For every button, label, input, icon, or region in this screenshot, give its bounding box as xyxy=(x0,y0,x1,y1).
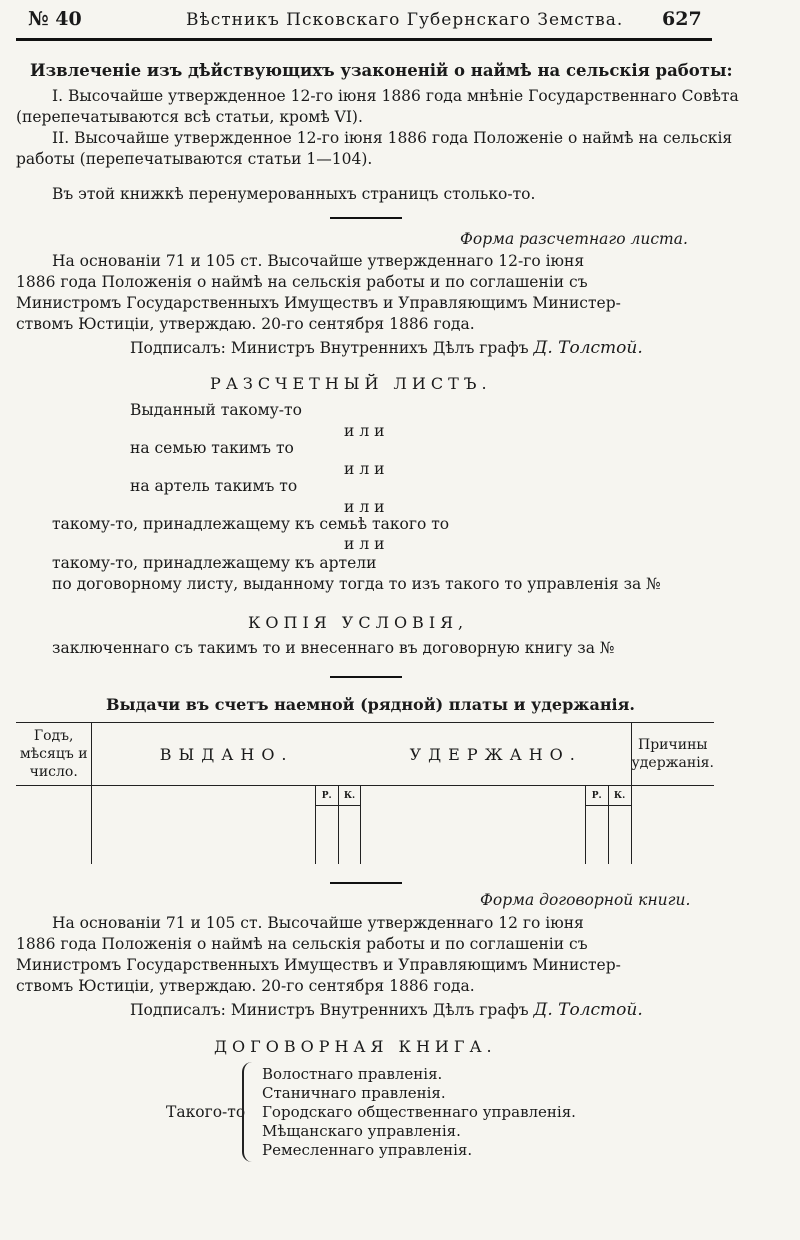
issue-number: № 40 xyxy=(28,8,82,30)
book-title: ДОГОВОРНАЯ КНИГА. xyxy=(214,1037,497,1056)
form1-line-4: ствомъ Юстиціи, утверждаю. 20-го сентября 1886 года. xyxy=(16,315,475,333)
sheet-or-4: или xyxy=(344,535,390,553)
sheet-line-6: по договорному листу, выданному тогда то изъ такого то управленія за № xyxy=(52,575,661,593)
book-option-3: Городскаго общественнаго управленія. xyxy=(262,1103,576,1121)
copy-title: КОПІЯ УСЛОВІЯ, xyxy=(248,613,469,632)
ledger-unit-row xyxy=(16,786,714,806)
col-date-l2: мѣсяцъ и xyxy=(19,746,88,762)
form1-signer: Д. Толстой. xyxy=(533,338,643,358)
form1-line-3: Министромъ Государственныхъ Имуществъ и Управляющимъ Министер- xyxy=(16,294,621,312)
ledger-header-row xyxy=(16,723,714,786)
book-prefix: Такого-то xyxy=(166,1103,246,1121)
col-issued-header: ВЫДАНО. xyxy=(92,723,361,786)
col-reasons-header xyxy=(631,723,714,786)
form1-line-1: На основаніи 71 и 105 ст. Высочайше утвержденнаго 12-го іюня xyxy=(52,252,585,270)
col-date-l1: Годъ, xyxy=(33,728,74,744)
form2-signed-text: Подписалъ: Министръ Внутреннихъ Дѣлъ графъ xyxy=(130,1001,529,1019)
form2-line-2: 1886 года Положенія о наймѣ на сельскія работы и по соглашеніи съ xyxy=(16,935,588,953)
form1-line-2: 1886 года Положенія о наймѣ на сельскія работы и по соглашеніи съ xyxy=(16,273,588,291)
book-option-1: Волостнаго правленія. xyxy=(262,1065,443,1083)
ledger-title: Выдачи въ счетъ наемной (рядной) платы и удержанія. xyxy=(106,695,635,714)
col-date-l3: число. xyxy=(29,764,78,780)
col-date-header xyxy=(16,723,92,786)
cell-withheld-kop xyxy=(608,806,631,864)
cell-date xyxy=(16,806,92,864)
cell-withheld-rub xyxy=(585,806,608,864)
col-reasons-l2: удержанія. xyxy=(631,755,714,771)
copy-line: заключеннаго съ такимъ то и внесеннаго въ договорную книгу за № xyxy=(52,639,615,657)
form2-line-1: На основаніи 71 и 105 ст. Высочайше утвержденнаго 12 го іюня xyxy=(52,914,584,932)
form2-line-4: ствомъ Юстиціи, утверждаю. 20-го сентября 1886 года. xyxy=(16,977,475,995)
pages-note: Въ этой книжкѣ перенумерованныхъ страницъ столько-то. xyxy=(52,185,536,203)
cell-reasons xyxy=(631,806,714,864)
col-reasons-l1: Причины xyxy=(637,737,708,753)
form2-signed xyxy=(130,1000,643,1021)
item-1-line-1: I. Высочайше утвержденное 12-го іюня 1886 года мнѣніе Государственнаго Совѣта xyxy=(52,87,739,105)
book-option-5: Ремесленнаго управленія. xyxy=(262,1141,473,1159)
sheet-line-5: такому-то, принадлежащему къ артели xyxy=(52,554,377,572)
sheet-title: РАЗСЧЕТНЫЙ ЛИСТЪ. xyxy=(210,374,492,393)
book-option-4: Мѣщанскаго управленія. xyxy=(262,1122,461,1140)
cell-issued-rub xyxy=(315,806,338,864)
journal-title: Вѣстникъ Псковскаго Губернскаго Земства. xyxy=(186,10,624,30)
sheet-or-1: или xyxy=(344,422,390,440)
cell-issued xyxy=(92,806,315,864)
separator xyxy=(330,882,402,884)
issued-kop-label: К. xyxy=(338,786,361,806)
section-heading: Извлеченіе изъ дѣйствующихъ узаконеній о наймѣ на сельскія работы: xyxy=(30,61,733,80)
cell-date-units xyxy=(16,786,92,806)
ledger-table xyxy=(16,722,714,864)
form1-signed xyxy=(130,338,643,359)
page-number: 627 xyxy=(662,8,702,30)
form2-line-3: Министромъ Государственныхъ Имуществъ и Управляющимъ Министер- xyxy=(16,956,621,974)
issued-rub-label: Р. xyxy=(315,786,338,806)
withheld-rub-label: Р. xyxy=(585,786,608,806)
cell-withheld xyxy=(361,806,585,864)
sheet-line-3: на артель такимъ то xyxy=(130,477,298,495)
sheet-or-2: или xyxy=(344,460,390,478)
item-1-line-2: (перепечатываются всѣ статьи, кромѣ VI). xyxy=(16,108,363,126)
item-2-line-1: II. Высочайше утвержденное 12-го іюня 1886 года Положеніе о наймѣ на сельскія xyxy=(52,129,733,147)
form2-signer: Д. Толстой. xyxy=(533,1000,643,1020)
ledger-body-row xyxy=(16,806,714,864)
sheet-line-2: на семью такимъ то xyxy=(130,439,294,457)
cell-reasons-units xyxy=(631,786,714,806)
brace xyxy=(242,1062,256,1162)
col-withheld-header: УДЕРЖАНО. xyxy=(361,723,631,786)
sheet-line-4: такому-то, принадлежащему къ семьѣ такого то xyxy=(52,515,450,533)
sheet-line-1: Выданный такому-то xyxy=(130,401,302,419)
sheet-or-3: или xyxy=(344,498,390,516)
separator xyxy=(330,676,402,678)
form1-signed-text: Подписалъ: Министръ Внутреннихъ Дѣлъ графъ xyxy=(130,339,529,357)
cell-withheld-blank xyxy=(361,786,585,806)
form-label-settlement: Форма разсчетнаго листа. xyxy=(460,230,688,248)
withheld-kop-label: К. xyxy=(608,786,631,806)
item-2-line-2: работы (перепечатываются статьи 1—104). xyxy=(16,150,373,168)
cell-issued-blank xyxy=(92,786,315,806)
separator xyxy=(330,217,402,219)
form-label-contract-book: Форма договорной книги. xyxy=(480,891,691,909)
header-rule xyxy=(16,38,712,41)
book-option-2: Станичнаго правленія. xyxy=(262,1084,446,1102)
cell-issued-kop xyxy=(338,806,361,864)
